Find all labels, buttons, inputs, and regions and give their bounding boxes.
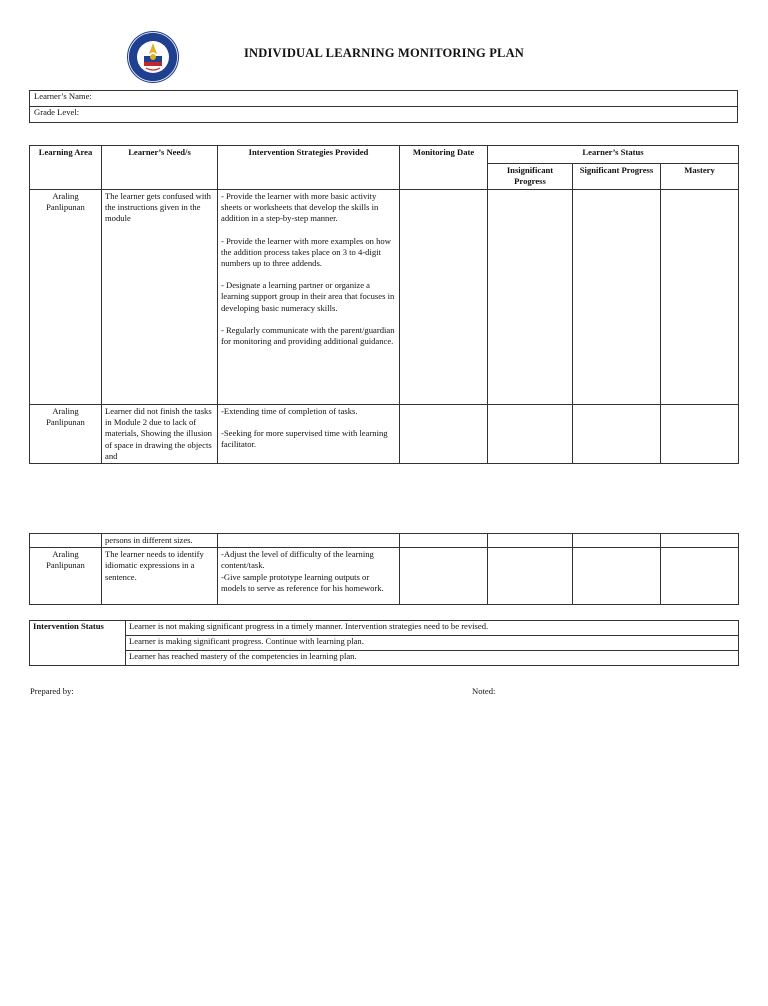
header-monitoring-date: Monitoring Date (400, 146, 488, 190)
header-mastery: Mastery (661, 164, 739, 190)
header-insignificant-progress: Insignificant Progress (488, 164, 573, 190)
strategy-item: -Seeking for more supervised time with learning facilitator. (221, 428, 388, 450)
significant-cell (573, 190, 661, 405)
learning-area-cell: Araling Panlipunan (30, 190, 102, 405)
monitoring-date-cell (400, 548, 488, 605)
strategy-item: - Provide the learner with more examples on how the addition process takes place on 3 to 4-digit numbers up to three addends. (221, 235, 391, 269)
strategy-item: - Designate a learning partner or organize a learning support group in their area that focuses in developing basic numeracy skills. (221, 280, 395, 313)
grade-level-label: Grade Level: (30, 107, 738, 123)
insignificant-cell (488, 534, 573, 548)
monitoring-date-cell (400, 534, 488, 548)
header-significant-progress: Significant Progress (573, 164, 661, 190)
intervention-status-table (29, 620, 739, 666)
mastery-cell (661, 405, 739, 464)
header-needs: Learner’s Need/s (102, 146, 218, 190)
prepared-by-label: Prepared by: (30, 686, 74, 696)
monitoring-table (29, 145, 739, 464)
strategy-item: -Extending time of completion of tasks. (221, 406, 358, 416)
strategy-item: -Give sample prototype learning outputs or models to serve as reference for his homework. (221, 571, 384, 593)
significant-cell (573, 534, 661, 548)
needs-cell: Learner did not finish the tasks in Module 2 due to lack of materials, Showing the illusion of space in drawing the objects and (102, 405, 218, 464)
header-strategies: Intervention Strategies Provided (218, 146, 400, 190)
mastery-cell (661, 534, 739, 548)
insignificant-cell (488, 405, 573, 464)
significant-cell (573, 405, 661, 464)
strategy-item: - Provide the learner with more basic activity sheets or worksheets that develop the skills in addition in a step-by-step manner. (221, 191, 379, 224)
significant-cell (573, 548, 661, 605)
header-learning-area: Learning Area (30, 146, 102, 190)
insignificant-cell (488, 548, 573, 605)
needs-cell: persons in different sizes. (102, 534, 218, 548)
monitoring-table-continued (29, 533, 739, 605)
noted-label: Noted: (472, 686, 496, 696)
learner-info-table (29, 90, 738, 123)
learner-name-label: Learner’s Name: (30, 91, 738, 107)
header-learners-status: Learner’s Status (488, 146, 739, 164)
strategies-cell (218, 534, 400, 548)
learning-area-cell: Araling Panlipunan (30, 405, 102, 464)
table-row (30, 534, 739, 548)
insignificant-cell (488, 190, 573, 405)
needs-cell: The learner gets confused with the instructions given in the module (102, 190, 218, 405)
intervention-status-label: Intervention Status (30, 621, 126, 666)
table-row (30, 190, 739, 405)
table-row (30, 405, 739, 464)
mastery-cell (661, 190, 739, 405)
strategies-cell (218, 405, 400, 464)
status-item: Learner is not making significant progress in a timely manner. Intervention strategies need to be revised. (126, 621, 739, 636)
status-item: Learner has reached mastery of the competencies in learning plan. (126, 651, 739, 666)
strategies-cell (218, 548, 400, 605)
strategies-cell (218, 190, 400, 405)
strategy-item: - Regularly communicate with the parent/guardian for monitoring and providing additional guidance. (221, 324, 395, 347)
strategy-item: -Adjust the level of difficulty of the learning content/task. (221, 549, 374, 571)
document-title: INDIVIDUAL LEARNING MONITORING PLAN (243, 46, 525, 60)
mastery-cell (661, 548, 739, 605)
learning-area-cell (30, 534, 102, 548)
status-item: Learner is making significant progress. Continue with learning plan. (126, 636, 739, 651)
monitoring-date-cell (400, 405, 488, 464)
needs-cell: The learner needs to identify idiomatic expressions in a sentence. (102, 548, 218, 605)
deped-seal-logo (126, 30, 180, 84)
table-row (30, 548, 739, 605)
learning-area-cell: Araling Panlipunan (30, 548, 102, 605)
monitoring-date-cell (400, 190, 488, 405)
